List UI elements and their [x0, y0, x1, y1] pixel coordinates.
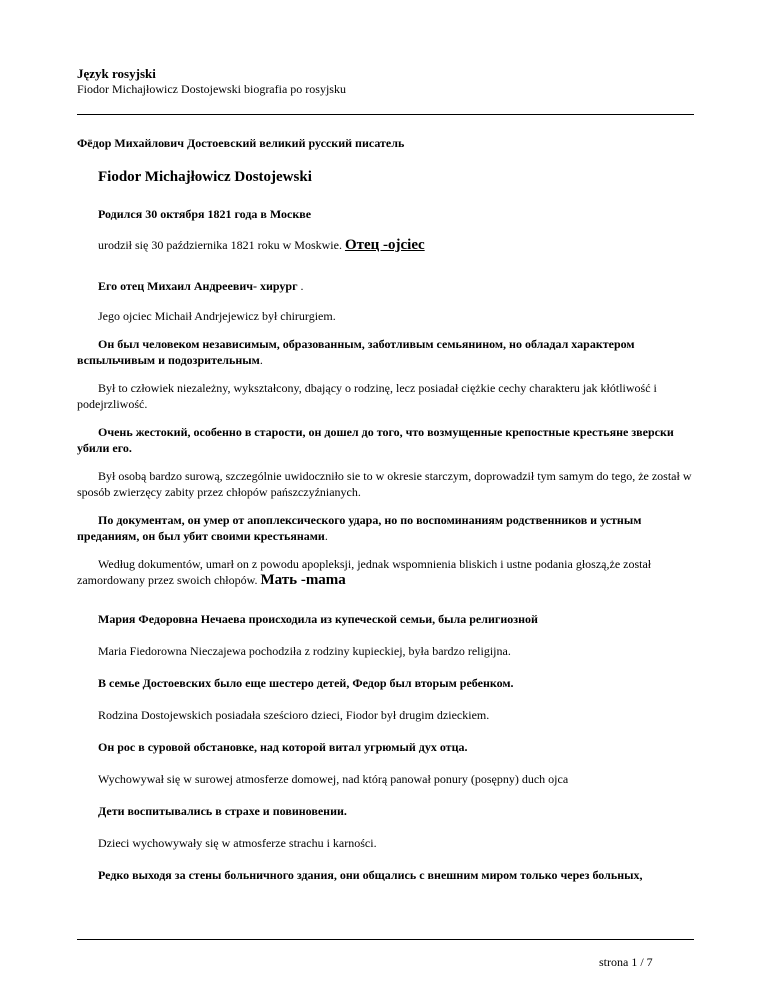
paragraph-ru: Родился 30 октября 1821 года в Москве	[98, 207, 312, 221]
section-heading-father: Отец -ojciec	[344, 237, 425, 253]
paragraph-ru-dot: .	[300, 279, 304, 293]
paragraph-ru: Он рос в суровой обстановке, над которой витал угрюмый дух отца.	[98, 740, 468, 754]
paragraph-ru-text: По документам, он умер от апоплексического удара, но по воспоминаниям родственников и устным преданиям, он был убит своими крестьянами	[77, 513, 642, 543]
paragraph-pl: Dzieci wychowywały się w atmosferze strachu i karności.	[98, 836, 377, 850]
russian-heading: Фёдор Михайлович Достоевский великий русский писатель	[77, 136, 405, 150]
paragraph-ru-dot: .	[324, 529, 328, 543]
paragraph-pl: Był to człowiek niezależny, wykształcony, dbający o rodzinę, lecz posiadał ciężkie cechy charakteru jak kłótliwość i podejrzliwość.	[77, 381, 657, 411]
page-number: strona 1 / 7	[599, 955, 653, 969]
paragraph-pl-text: urodził się 30 października 1821 roku w Moskwie.	[98, 238, 342, 252]
paragraph-ru-text: Он был человеком независимым, образованным, заботливым семьянином, но обладал характером вспыльчивым и подозрительным	[77, 337, 635, 367]
paragraph-ru-text: Его отец Михаил Андреевич- хирург	[98, 279, 298, 293]
section-heading-mother: Мать -mama	[260, 572, 346, 588]
paragraph-ru	[77, 336, 694, 368]
paragraph-pl	[77, 556, 694, 588]
paragraph-pl	[77, 237, 694, 253]
paragraph-ru	[77, 278, 694, 294]
paragraph-pl: Rodzina Dostojewskich posiadała sześcioro dzieci, Fiodor był drugim dzieckiem.	[98, 708, 490, 722]
paragraph-pl-text: Według dokumentów, umarł on z powodu apopleksji, jednak wspomnienia bliskich i ustne podania głoszą,że został zamordowany przez swoich chłopów.	[77, 557, 652, 587]
paragraph-ru-dot: .	[259, 353, 263, 367]
header-divider	[77, 114, 694, 115]
paragraph-pl: Jego ojciec Michaił Andrjejewicz był chirurgiem.	[98, 309, 336, 323]
document-subtitle: Fiodor Michajłowicz Dostojewski biografia po rosyjsku	[77, 82, 346, 96]
footer-divider	[77, 939, 694, 940]
paragraph-ru: Редко выходя за стены больничного здания, они общались с внешним миром только через больных,	[98, 868, 643, 882]
paragraph-ru: Очень жестокий, особенно в старости, он дошел до того, что возмущенные крепостные крестьяне зверски убили его.	[77, 425, 674, 455]
paragraph-pl: Maria Fiedorowna Nieczajewa pochodziła z rodziny kupieckiej, była bardzo religijna.	[98, 644, 511, 658]
paragraph-ru	[77, 512, 694, 544]
paragraph-ru: Мария Федоровна Нечаева происходила из купеческой семьи, была религиозной	[98, 612, 538, 626]
paragraph-pl: Był osobą bardzo surową, szczególnie uwidoczniło sie to w okresie starczym, doprowadził tym samym do tego, że został w sposób zwierzęcy zabity przez chłopów pańszczyźnianych.	[77, 469, 692, 499]
paragraph-ru: В семье Достоевских было еще шестеро детей, Федор был вторым ребенком.	[98, 676, 514, 690]
document-header	[77, 66, 346, 97]
document-body	[77, 125, 694, 883]
paragraph-ru: Дети воспитывались в страхе и повиновении.	[98, 804, 347, 818]
paragraph-pl: Wychowywał się w surowej atmosferze domowej, nad którą panował ponury (posępny) duch ojca	[98, 772, 569, 786]
document-title: Język rosyjski	[77, 66, 156, 81]
author-name-polish: Fiodor Michajłowicz Dostojewski	[98, 169, 312, 185]
